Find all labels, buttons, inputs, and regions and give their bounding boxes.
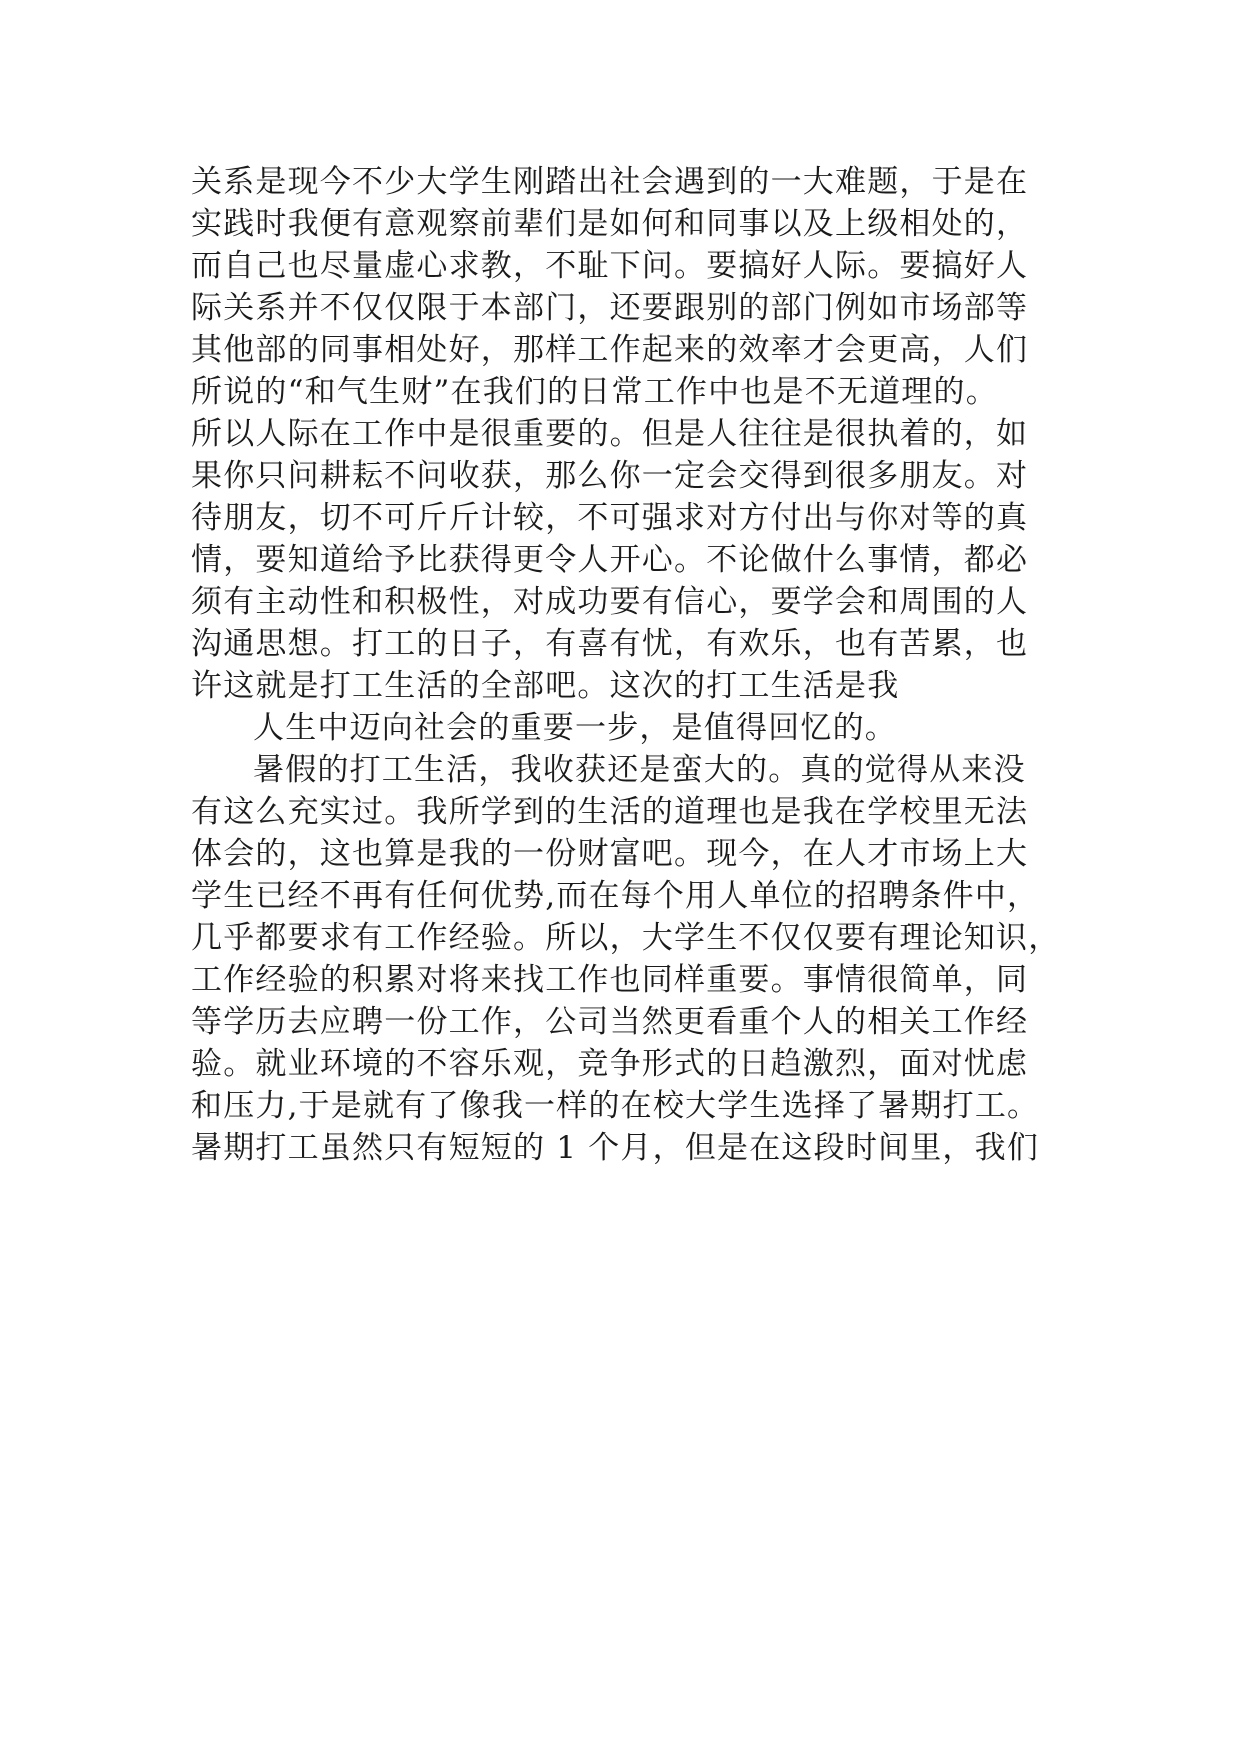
text-line-indented: 人生中迈向社会的重要一步，是值得回忆的。 — [253, 710, 897, 746]
text-line: 际关系并不仅仅限于本部门，还要跟别的部门例如市场部等 — [191, 290, 1029, 326]
text-line: 果你只问耕耘不问收获，那么你一定会交得到很多朋友。对 — [191, 458, 1029, 494]
text-line: 有这么充实过。我所学到的生活的道理也是我在学校里无法 — [191, 794, 1029, 830]
text-line: 而自己也尽量虚心求教，不耻下问。要搞好人际。要搞好人 — [191, 248, 1029, 284]
text-line: 体会的，这也算是我的一份财富吧。现今，在人才市场上大 — [191, 836, 1029, 872]
text-line: 关系是现今不少大学生刚踏出社会遇到的一大难题，于是在 — [191, 164, 1029, 200]
text-line: 其他部的同事相处好，那样工作起来的效率才会更高，人们 — [191, 332, 1029, 368]
text-line: 和压力,于是就有了像我一样的在校大学生选择了暑期打工。 — [191, 1088, 1040, 1124]
text-line: 实践时我便有意观察前辈们是如何和同事以及上级相处的， — [191, 206, 1029, 242]
text-line: 工作经验的积累对将来找工作也同样重要。事情很简单，同 — [191, 962, 1029, 998]
text-line: 学生已经不再有任何优势,而在每个用人单位的招聘条件中， — [191, 878, 1040, 914]
text-line: 几乎都要求有工作经验。所以，大学生不仅仅要有理论知识， — [191, 920, 1061, 956]
text-line: 所说的“和气生财”在我们的日常工作中也是不无道理的。 — [191, 374, 998, 410]
text-line: 等学历去应聘一份工作，公司当然更看重个人的相关工作经 — [191, 1004, 1029, 1040]
text-line: 许这就是打工生活的全部吧。这次的打工生活是我 — [191, 668, 900, 704]
body-text — [191, 161, 1061, 1169]
text-line: 待朋友，切不可斤斤计较，不可强求对方付出与你对等的真 — [191, 500, 1029, 536]
text-line: 验。就业环境的不容乐观，竞争形式的日趋激烈，面对忧虑 — [191, 1046, 1029, 1082]
text-line: 所以人际在工作中是很重要的。但是人往往是很执着的，如 — [191, 416, 1029, 452]
paragraph-start-line: 暑假的打工生活，我收获还是蛮大的。真的觉得从来没 — [253, 752, 1026, 788]
text-line: 情，要知道给予比获得更令人开心。不论做什么事情，都必 — [191, 542, 1029, 578]
text-line: 暑期打工虽然只有短短的 1 个月，但是在这段时间里，我们 — [191, 1130, 1040, 1166]
text-line: 沟通思想。打工的日子，有喜有忧，有欢乐，也有苦累，也 — [191, 626, 1029, 662]
text-line: 须有主动性和积极性，对成功要有信心，要学会和周围的人 — [191, 584, 1029, 620]
